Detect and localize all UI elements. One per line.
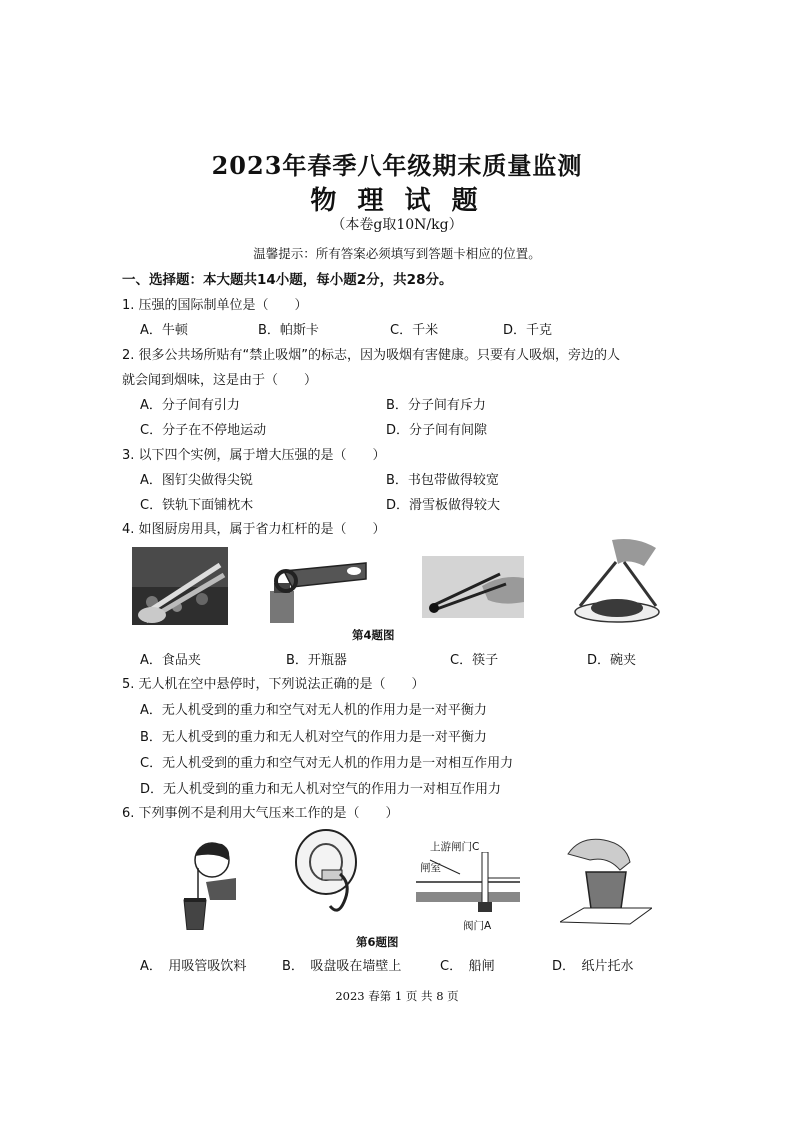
exam-note: （本卷g取10N/kg） bbox=[331, 217, 463, 233]
page-footer: 2023 春第 1 页 共 8 页 bbox=[335, 989, 459, 1003]
q1-option-d: D．千克 bbox=[503, 323, 553, 338]
q1-option-c: C．千米 bbox=[390, 323, 439, 338]
food-tongs-photo bbox=[132, 547, 228, 625]
q3-option-a: A．图钉尖做得尖锐 bbox=[140, 473, 253, 488]
q1-option-a: A．牛顿 bbox=[140, 323, 188, 338]
paper-holds-water-figure bbox=[560, 836, 652, 928]
q4-option-b: B．开瓶器 bbox=[286, 653, 347, 668]
figure-6-caption: 第6题图 bbox=[356, 935, 399, 949]
q5-option-a: A．无人机受到的重力和空气对无人机的作用力是一对平衡力 bbox=[140, 703, 487, 718]
question-3-stem: 3. 以下四个实例，属于增大压强的是（ ） bbox=[122, 448, 386, 463]
question-2-stem-line1: 2. 很多公共场所贴有“禁止吸烟”的标志，因为吸烟有害健康。只要有人吸烟，旁边的人 bbox=[122, 348, 621, 363]
q3-option-b: B．书包带做得较宽 bbox=[386, 473, 499, 488]
label-upstream-gate: 上游闸门C bbox=[430, 841, 480, 853]
q3-option-d: D．滑雪板做得较大 bbox=[386, 498, 501, 513]
suction-cup-figure bbox=[292, 822, 362, 922]
q2-option-d: D．分子间有间隙 bbox=[386, 423, 488, 438]
q4-option-a: A．食品夹 bbox=[140, 653, 201, 668]
q2-option-a: A．分子间有引力 bbox=[140, 398, 240, 413]
exam-subtitle: 物 理 试 题 bbox=[310, 186, 484, 216]
ship-lock-figure bbox=[416, 852, 520, 918]
q5-option-c: C．无人机受到的重力和空气对无人机的作用力是一对相互作用力 bbox=[140, 756, 514, 771]
q2-option-c: C．分子在不停地运动 bbox=[140, 423, 267, 438]
bottle-opener-figure bbox=[266, 557, 372, 623]
q4-option-d: D．碗夹 bbox=[587, 653, 637, 668]
question-5-stem: 5. 无人机在空中悬停时，下列说法正确的是（ ） bbox=[122, 677, 425, 692]
question-1-stem: 1. 压强的国际制单位是（ ） bbox=[122, 298, 308, 313]
figure-4-caption: 第4题图 bbox=[352, 628, 395, 642]
boy-drinking-figure bbox=[176, 838, 238, 930]
question-4-stem: 4. 如图厨房用具，属于省力杠杆的是（ ） bbox=[122, 522, 386, 537]
section-heading: 一、选择题：本大题共14小题，每小题2分，共28分。 bbox=[122, 272, 453, 288]
q3-option-c: C．铁轨下面铺枕木 bbox=[140, 498, 254, 513]
q6-option-b: B． 吸盘吸在墙壁上 bbox=[282, 959, 402, 974]
question-2-stem-line2: 就会闻到烟味，这是由于（ ） bbox=[122, 373, 318, 388]
q2-option-b: B．分子间有斥力 bbox=[386, 398, 486, 413]
question-6-stem: 6. 下列事例不是利用大气压来工作的是（ ） bbox=[122, 806, 399, 821]
exam-tip: 温馨提示：所有答案必须填写到答题卡相应的位置。 bbox=[253, 246, 541, 261]
q6-option-c: C． 船闸 bbox=[440, 959, 495, 974]
q5-option-b: B．无人机受到的重力和无人机对空气的作用力是一对平衡力 bbox=[140, 730, 487, 745]
q1-option-b: B．帕斯卡 bbox=[258, 323, 319, 338]
q5-option-d: D．无人机受到的重力和无人机对空气的作用力一对相互作用力 bbox=[140, 782, 502, 797]
q6-option-d: D． 纸片托水 bbox=[552, 959, 634, 974]
label-valve-a: 阀门A bbox=[463, 920, 492, 932]
exam-title: 2023年春季八年级期末质量监测 bbox=[211, 151, 583, 180]
q4-option-c: C．筷子 bbox=[450, 653, 499, 668]
label-lock-chamber: 闸室 bbox=[420, 862, 441, 874]
bowl-clip-figure bbox=[566, 536, 668, 628]
chopsticks-photo bbox=[422, 556, 524, 618]
q6-option-a: A． 用吸管吸饮料 bbox=[140, 959, 247, 974]
